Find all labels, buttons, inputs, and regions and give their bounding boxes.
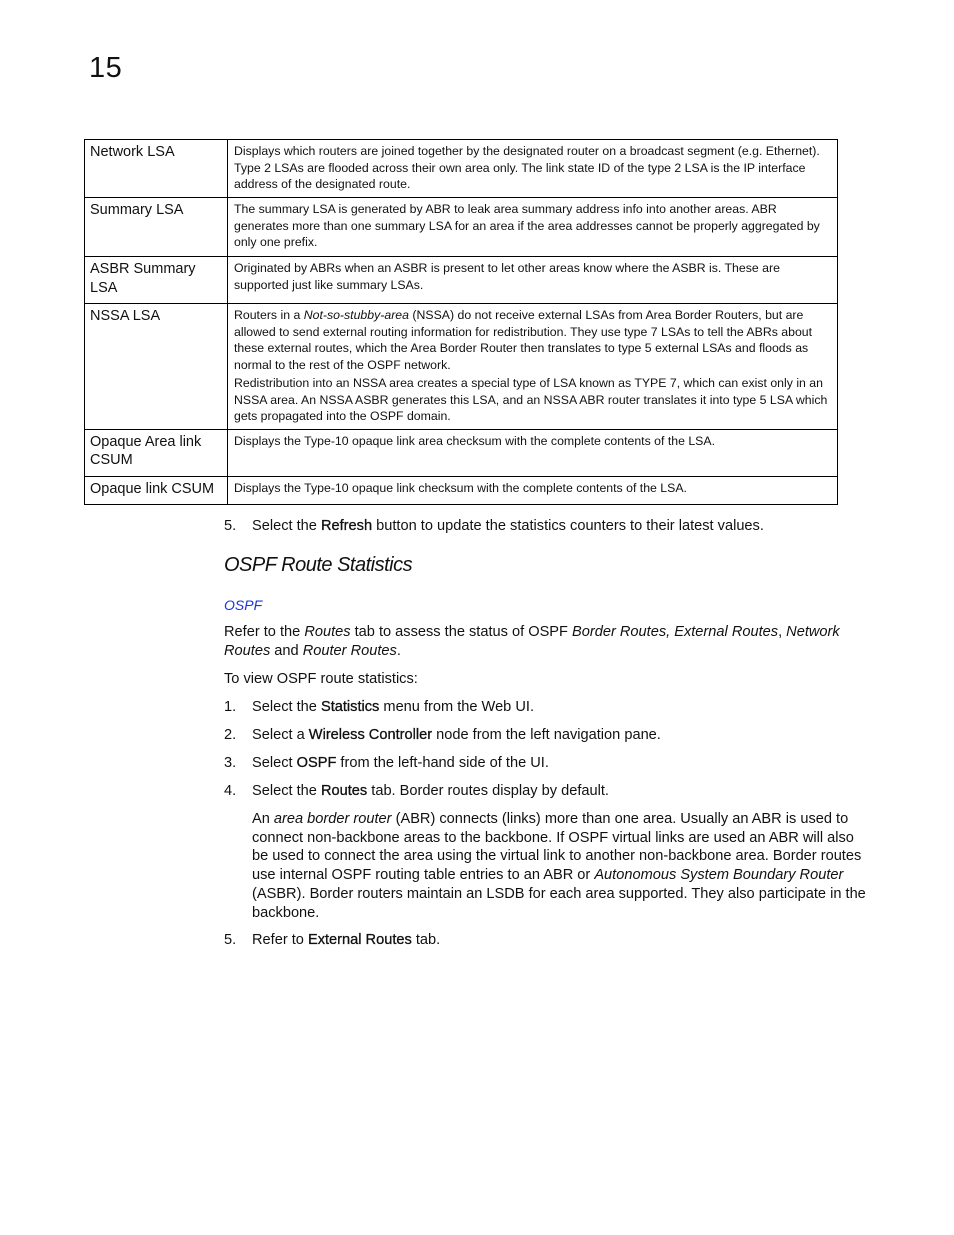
routes-tab-ref: Routes — [320, 783, 368, 799]
row-description: The summary LSA is generated by ABR to leak area summary address info into another areas. ABR generates more than one summary LSA for an area if the area addresses cannot be properly aggregated by only one prefix. — [228, 198, 838, 257]
refresh-button-ref: Refresh — [320, 518, 373, 534]
table-row — [85, 257, 838, 304]
wireless-controller-ref: Wireless Controller — [308, 727, 433, 743]
row-term: Network LSA — [85, 140, 228, 198]
row-term: ASBR Summary LSA — [85, 257, 228, 304]
external-routes-tab-ref: External Routes — [307, 932, 412, 948]
row-description: Displays the Type-10 opaque link checksum with the complete contents of the LSA. — [228, 476, 838, 504]
row-description: Routers in a Not-so-stubby-area (NSSA) do not receive external LSAs from Area Border Routers, but are allowed to send external routing information for redistribution. They use type 7 LSAs to tell the ABRs about these external routes, which the Area Border Router then translates to type 5 external LSAs and floods as normal to the rest of the OSPF network. Redistribution into an NSSA area creates a special type of LSA known as TYPE 7, which can exist only in an NSSA area. An NSSA ASBR generates this LSA, and an NSSA ABR router translates it into type 5 LSA which gets propagated into the OSPF domain. — [228, 304, 838, 430]
table-row — [85, 304, 838, 430]
chapter-number: 15 — [89, 52, 123, 84]
table-row — [85, 429, 838, 476]
row-term: Opaque link CSUM — [85, 476, 228, 504]
statistics-menu-ref: Statistics — [320, 699, 380, 715]
row-description: Displays the Type-10 opaque link area checksum with the complete contents of the LSA. — [228, 429, 838, 476]
ospf-link[interactable]: OSPF — [224, 597, 263, 613]
abr-paragraph: An area border router (ABR) connects (links) more than one area. Usually an ABR is used to connect non-backbone areas to the backbone. If OSPF virtual links are used an ABR will also be used to connect the area using the virtual link to another non-backbone area. Border routes use internal OSPF routing table entries to an ABR or Autonomous System Boundary Router (ASBR). Border routers maintain an LSDB for each area supported. They also participate in the backbone. — [252, 811, 866, 921]
row-description: Displays which routers are joined together by the designated router on a broadcast segment (e.g. Ethernet). Type 2 LSAs are flooded across their own area only. The link state ID of the type 2 LSA is the IP interface address of the designated route. — [228, 140, 838, 198]
table-row — [85, 476, 838, 504]
row-term: Opaque Area link CSUM — [85, 429, 228, 476]
lsa-table — [84, 139, 838, 505]
section-heading: OSPF Route Statistics — [224, 554, 413, 576]
row-term: Summary LSA — [85, 198, 228, 257]
table-row — [85, 140, 838, 198]
table-row — [85, 198, 838, 257]
ospf-ref: OSPF — [296, 755, 337, 771]
row-description: Originated by ABRs when an ASBR is present to let other areas know where the ASBR is. These are supported just like summary LSAs. — [228, 257, 838, 304]
row-term: NSSA LSA — [85, 304, 228, 430]
intro-paragraph: Refer to the Routes tab to assess the status of OSPF Border Routes, External Routes, Network Routes and Router Routes. — [224, 624, 840, 659]
to-view-text: To view OSPF route statistics: — [224, 671, 418, 687]
